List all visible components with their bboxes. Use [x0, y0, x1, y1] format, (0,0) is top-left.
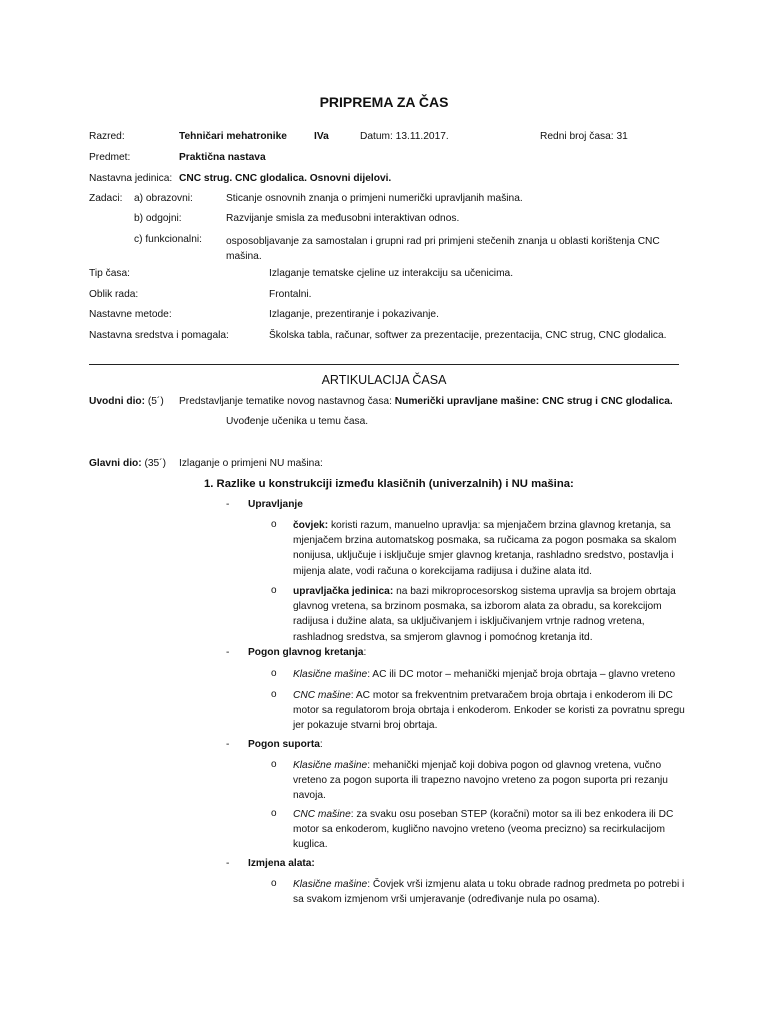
- nastavne-metode-label: Nastavne metode:: [89, 309, 172, 320]
- dash-bullet: -: [226, 499, 230, 510]
- section-title: ARTIKULACIJA ČASA: [321, 373, 447, 387]
- dash-bullet: -: [226, 739, 230, 750]
- uvodni-heading: [89, 396, 164, 407]
- uvodni-line2: Uvođenje učenika u temu časa.: [226, 416, 369, 427]
- sredstva-label: Nastavna sredstva i pomagala:: [89, 330, 229, 341]
- odjeljenje-value: IVa: [314, 131, 329, 142]
- cnc-text: : AC motor sa frekventnim pretvaračem broja obrtaja i enkoderom ili DC motor sa regulatorom broja obrtaja i enkoderom. Enkoder se koristi za povratnu spregu jer pokazuje stvarni broj obrtaja.: [293, 690, 685, 732]
- pogon-suporta-title: [248, 739, 323, 750]
- glavni-sub-heading: 1. Razlike u konstrukciji između klasičnih (univerzalnih) i NU mašina:: [204, 478, 574, 490]
- sredstva-value: Školska tabla, računar, softwer za prezentacije, prezentacija, CNC strug, CNC glodalica.: [269, 330, 667, 341]
- circle-bullet: o: [271, 689, 277, 700]
- pogon-glavnog-cnc: [293, 688, 685, 734]
- jedinica-label: Nastavna jedinica:: [89, 173, 173, 184]
- zadatak-funkcionalni-label: c) funkcionalni:: [134, 234, 202, 245]
- pogon-suporta-colon: :: [319, 739, 323, 750]
- jedinica-value: CNC strug. CNC glodalica. Osnovni dijelovi.: [179, 173, 392, 184]
- covjek-term: čovjek:: [293, 520, 329, 531]
- nastavne-metode-value: Izlaganje, prezentiranje i pokazivanje.: [269, 309, 439, 320]
- uvodni-line1: [179, 396, 673, 407]
- pogon-glavnog-colon: :: [363, 647, 367, 658]
- cnc-term: CNC mašine: [293, 809, 351, 820]
- tip-casa-value: Izlaganje tematske cjeline uz interakciju sa učenicima.: [269, 268, 514, 279]
- covjek-text: koristi razum, manuelno upravlja: sa mjenjačem brzina glavnog kretanja, sa mjenjačem brzina automatskog posmaka, sa ručicama za pogon posmaka sa skalom nonijusa, uključuje i isključuje smjer glavnog kretanja, rashladno sredstvo, postavlja i mijenja alate, vodi računa o korekcijama radijusa i dužine alata itd.: [293, 520, 677, 577]
- page-title: PRIPREMA ZA ČAS: [319, 94, 449, 110]
- pogon-glavnog-klasicne: [293, 667, 693, 682]
- dash-bullet: -: [226, 647, 230, 658]
- zadatak-funkcionalni-text: osposobljavanje za samostalan i grupni rad pri primjeni stečenih znanja u oblasti korištenja CNC mašina.: [226, 236, 660, 263]
- oblik-rada-label: Oblik rada:: [89, 289, 139, 300]
- oblik-rada-value: Frontalni.: [269, 289, 312, 300]
- upravljanje-title: Upravljanje: [248, 499, 303, 510]
- uvodni-line1-prefix: Predstavljanje tematike novog nastavnog časa:: [179, 396, 395, 407]
- pogon-suporta-title-text: Pogon suporta: [248, 739, 320, 750]
- dash-bullet: -: [226, 858, 230, 869]
- pogon-suporta-klasicne: [293, 758, 685, 804]
- section-divider: [89, 364, 679, 365]
- circle-bullet: o: [271, 519, 277, 530]
- pogon-glavnog-title: [248, 647, 366, 658]
- cnc-term: CNC mašine: [293, 690, 351, 701]
- klasicne-term: Klasične mašine: [293, 760, 368, 771]
- uvodni-line1-bold: Numerički upravljane mašine: CNC strug i CNC glodalica.: [394, 396, 673, 407]
- izmjena-title: Izmjena alata:: [248, 858, 315, 869]
- cnc-text: : za svaku osu poseban STEP (koračni) motor sa ili bez enkodera ili DC motor sa enkoderom, kuglično navojno vreteno (veoma precizno) sa recirkulacijom kuglica.: [293, 809, 674, 851]
- uvodni-duration: (5´): [147, 396, 164, 407]
- zadaci-label: Zadaci:: [89, 193, 123, 204]
- predmet-value: Praktična nastava: [179, 152, 266, 163]
- zadatak-odgojni-text: Razvijanje smisla za međusobni interaktivan odnos.: [226, 213, 460, 224]
- covjek-paragraph: [293, 518, 685, 579]
- klasicne-text: : AC ili DC motor – mehanički mjenjač broja obrtaja – glavno vreteno: [367, 669, 676, 680]
- glavni-duration: (35´): [144, 458, 166, 469]
- redni-broj-value: Redni broj časa: 31: [540, 131, 628, 142]
- klasicne-term: Klasične mašine: [293, 879, 368, 890]
- zadatak-odgojni-label: b) odgojni:: [134, 213, 182, 224]
- glavni-intro: Izlaganje o primjeni NU mašina:: [179, 458, 323, 469]
- circle-bullet: o: [271, 808, 277, 819]
- circle-bullet: o: [271, 759, 277, 770]
- zadatak-obrazovni-label: a) obrazovni:: [134, 193, 193, 204]
- glavni-heading: [89, 458, 166, 469]
- jedinica-term: upravljačka jedinica:: [293, 586, 394, 597]
- tip-casa-label: Tip časa:: [89, 268, 130, 279]
- jedinica-paragraph: [293, 584, 685, 645]
- circle-bullet: o: [271, 668, 277, 679]
- circle-bullet: o: [271, 585, 277, 596]
- zadatak-obrazovni-text: Sticanje osnovnih znanja o primjeni numerički upravljanih mašina.: [226, 193, 523, 204]
- uvodni-label: Uvodni dio:: [89, 396, 146, 407]
- pogon-suporta-cnc: [293, 807, 685, 853]
- razred-value: Tehničari mehatronike: [179, 131, 287, 142]
- glavni-label: Glavni dio:: [89, 458, 142, 469]
- klasicne-term: Klasične mašine: [293, 669, 368, 680]
- pogon-glavnog-title-text: Pogon glavnog kretanja: [248, 647, 364, 658]
- klasicne-text: : mehanički mjenjač koji dobiva pogon od glavnog vretena, vučno vreteno za pogon suporta ili trapezno navojno vreteno za pogon suporta pri rezanju navoja.: [293, 760, 668, 802]
- razred-label: Razred:: [89, 131, 125, 142]
- izmjena-klasicne: [293, 877, 685, 907]
- predmet-label: Predmet:: [89, 152, 131, 163]
- jedinica-text: na bazi mikroprocesorskog sistema upravlja sa brojem obrtaja glavnog vretena, sa brzinom posmaka, sa izborom alata za obradu, sa korekcijom radijusa i dužine alata, sa uključivanjem i isključivanjem vrtnje radnog vretena, rashladnog sredstva, sa smjerom glavnog i pomoćnog kretanja itd.: [293, 586, 676, 643]
- klasicne-text: : Čovjek vrši izmjenu alata u toku obrade radnog predmeta po potrebi i sa svakom izmjenom vrši umjeravanje (određivanje nula po osama).: [293, 879, 685, 906]
- circle-bullet: o: [271, 878, 277, 889]
- datum-value: Datum: 13.11.2017.: [360, 131, 449, 142]
